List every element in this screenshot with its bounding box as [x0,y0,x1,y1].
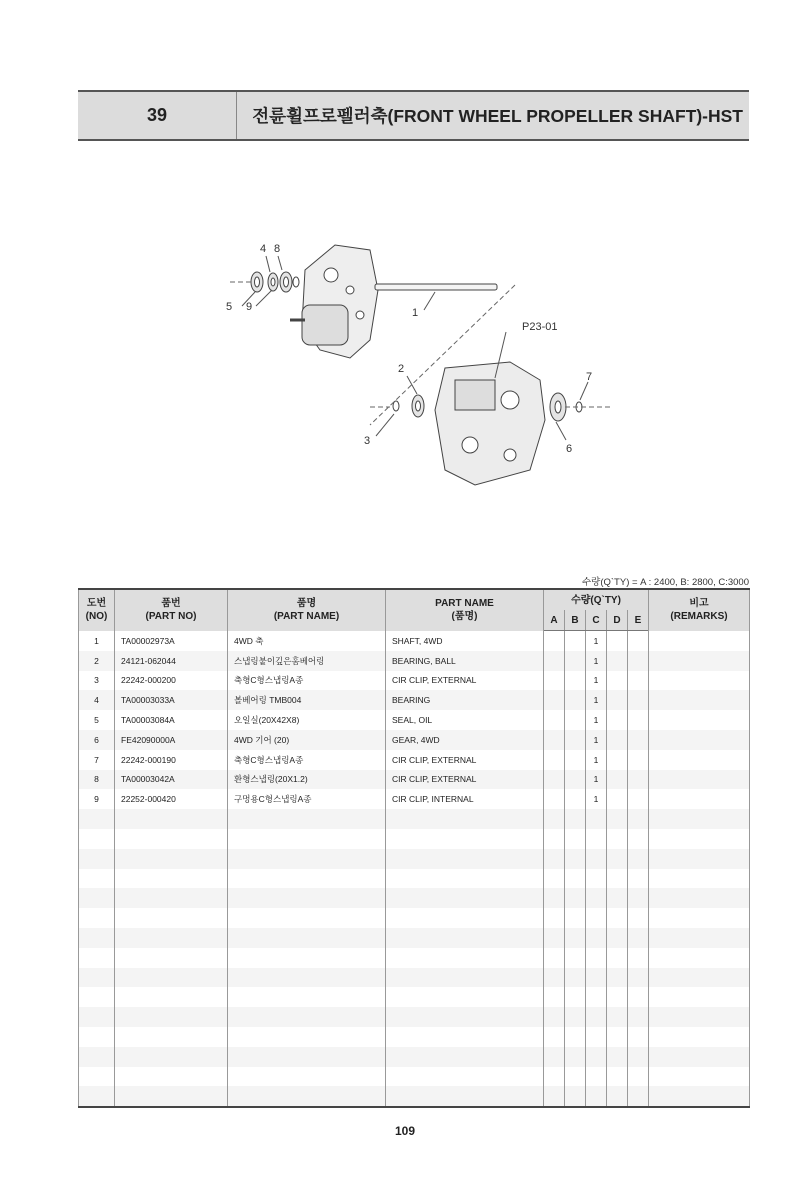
cell-part-no [115,849,228,869]
cell-remarks [649,987,750,1007]
cell-a [544,809,565,829]
cell-a [544,1047,565,1067]
callout-2: 2 [398,363,405,375]
cell-e [628,948,649,968]
cell-no [79,869,115,889]
cell-d [607,631,628,651]
header-qty-b: B [565,610,586,631]
callout-p23-01: P23-01 [522,321,558,333]
cell-name-kr [228,968,386,988]
cell-no [79,928,115,948]
cell-d [607,1086,628,1107]
cell-e [628,789,649,809]
cell-a [544,869,565,889]
cell-d [607,651,628,671]
cell-no [79,987,115,1007]
cell-name-en: BEARING [386,690,544,710]
cell-e [628,1086,649,1107]
header-remarks: 비고 (REMARKS) [649,589,750,631]
header-name-en: PART NAME (품명) [386,589,544,631]
cell-b [565,789,586,809]
cell-name-en [386,1047,544,1067]
cell-name-en: CIR CLIP, EXTERNAL [386,770,544,790]
cell-name-kr [228,987,386,1007]
header-qty-a: A [544,610,565,631]
cell-a [544,987,565,1007]
cell-e [628,690,649,710]
cell-remarks [649,1027,750,1047]
cell-name-kr [228,1086,386,1107]
cell-d [607,710,628,730]
cell-c [586,948,607,968]
cell-e [628,730,649,750]
cell-d [607,869,628,889]
cell-e [628,908,649,928]
cell-no: 1 [79,631,115,651]
cell-a [544,1067,565,1087]
cell-a [544,968,565,988]
cell-part-no [115,888,228,908]
cell-no: 3 [79,671,115,691]
cell-part-no [115,908,228,928]
cell-c [586,869,607,889]
table-row [79,750,750,770]
table-row [79,1067,750,1087]
cell-b [565,987,586,1007]
callout-1: 1 [412,307,419,319]
cell-e [628,750,649,770]
callout-3: 3 [364,435,371,447]
header-name-kr: 품명 (PART NAME) [228,589,386,631]
cell-remarks [649,928,750,948]
cell-name-en: SHAFT, 4WD [386,631,544,651]
cell-b [565,671,586,691]
cell-c [586,1027,607,1047]
cell-part-no: TA00003042A [115,770,228,790]
callout-8: 8 [274,243,281,255]
cell-c [586,968,607,988]
upper-housing-drawing [290,245,378,358]
cell-a [544,888,565,908]
cell-remarks [649,829,750,849]
cell-name-kr [228,869,386,889]
cell-remarks [649,690,750,710]
cell-name-kr: 스냅링붙이깊은홈베어링 [228,651,386,671]
cell-remarks [649,948,750,968]
cell-e [628,1007,649,1027]
cell-d [607,750,628,770]
table-row [79,770,750,790]
cell-name-kr: 볼베어링 TMB004 [228,690,386,710]
cell-name-kr: 4WD 축 [228,631,386,651]
cell-e [628,829,649,849]
table-row [79,908,750,928]
cell-a [544,690,565,710]
cell-no [79,809,115,829]
cell-a [544,1086,565,1107]
cell-e [628,651,649,671]
cell-part-no [115,987,228,1007]
table-row [79,809,750,829]
cell-d [607,908,628,928]
table-row [79,730,750,750]
cell-name-en: BEARING, BALL [386,651,544,671]
cell-d [607,789,628,809]
cell-part-no: 22252-000420 [115,789,228,809]
table-row [79,928,750,948]
cell-remarks [649,710,750,730]
cell-a [544,928,565,948]
cell-remarks [649,770,750,790]
cell-name-kr [228,1047,386,1067]
table-row [79,789,750,809]
table-row [79,1027,750,1047]
cell-name-en [386,928,544,948]
cell-e [628,1027,649,1047]
cell-b [565,1027,586,1047]
cell-part-no [115,869,228,889]
section-number: 39 [78,92,237,139]
cell-remarks [649,809,750,829]
cell-d [607,690,628,710]
cell-c [586,888,607,908]
cell-a [544,789,565,809]
cell-remarks [649,730,750,750]
table-row [79,1047,750,1067]
cell-b [565,869,586,889]
cell-d [607,809,628,829]
cell-c [586,987,607,1007]
cell-d [607,888,628,908]
cell-a [544,1027,565,1047]
cell-b [565,750,586,770]
gearbox-housing-drawing [435,362,545,485]
cell-remarks [649,1067,750,1087]
cell-name-kr [228,908,386,928]
cell-c [586,1086,607,1107]
cell-name-en: CIR CLIP, EXTERNAL [386,671,544,691]
cell-name-en [386,829,544,849]
header-qty-d: D [607,610,628,631]
cell-e [628,671,649,691]
cell-a [544,651,565,671]
cell-b [565,888,586,908]
cell-c: 1 [586,730,607,750]
cell-part-no: 24121-062044 [115,651,228,671]
cell-remarks [649,849,750,869]
cell-no: 6 [79,730,115,750]
table-row [79,829,750,849]
header-qty-c: C [586,610,607,631]
table-row [79,849,750,869]
cell-name-kr [228,1027,386,1047]
cell-name-en: SEAL, OIL [386,710,544,730]
cell-c: 1 [586,690,607,710]
cell-no [79,888,115,908]
cell-b [565,908,586,928]
callout-5: 5 [226,301,233,313]
cell-c [586,908,607,928]
cell-b [565,1007,586,1027]
cell-name-kr [228,1067,386,1087]
cell-part-no: TA00003084A [115,710,228,730]
cell-d [607,968,628,988]
callout-9: 9 [246,301,253,313]
cell-b [565,809,586,829]
cell-e [628,710,649,730]
cell-e [628,1047,649,1067]
cell-b [565,631,586,651]
cell-e [628,849,649,869]
cell-c: 1 [586,770,607,790]
cell-d [607,1067,628,1087]
cell-part-no [115,968,228,988]
cell-no [79,829,115,849]
cell-c [586,809,607,829]
table-row [79,968,750,988]
exploded-parts-diagram [210,230,630,500]
section-title: 전륜휠프로펠러축(FRONT WHEEL PROPELLER SHAFT)-HST [252,106,743,126]
cell-name-en: GEAR, 4WD [386,730,544,750]
cell-d [607,928,628,948]
cell-no [79,1027,115,1047]
cell-no: 4 [79,690,115,710]
cell-name-kr: 구멍용C형스냅링A종 [228,789,386,809]
cell-a [544,750,565,770]
cell-no [79,948,115,968]
cell-remarks [649,631,750,651]
cell-d [607,987,628,1007]
cell-name-en [386,987,544,1007]
cell-part-no [115,928,228,948]
quantity-note: 수량(Q`TY) = A : 2400, B: 2800, C:3000 [581,577,749,588]
cell-d [607,1047,628,1067]
cell-part-no: 22242-000200 [115,671,228,691]
cell-a [544,770,565,790]
header-qty: 수량(Q`TY) [544,589,649,610]
cell-part-no: TA00002973A [115,631,228,651]
cell-part-no [115,1027,228,1047]
cell-b [565,928,586,948]
cell-c: 1 [586,631,607,651]
cell-a [544,1007,565,1027]
cell-c [586,1007,607,1027]
cell-c [586,1047,607,1067]
cell-c [586,829,607,849]
cell-name-en: CIR CLIP, EXTERNAL [386,750,544,770]
cell-name-kr: 축형C형스냅링A종 [228,671,386,691]
cell-remarks [649,968,750,988]
cell-name-kr: 축형C형스냅링A종 [228,750,386,770]
table-row [79,888,750,908]
cell-e [628,987,649,1007]
page-number: 109 [394,1124,416,1138]
table-row [79,987,750,1007]
cell-name-kr: 4WD 기어 (20) [228,730,386,750]
cell-d [607,770,628,790]
cell-remarks [649,1047,750,1067]
cell-c [586,928,607,948]
cell-e [628,928,649,948]
table-row [79,690,750,710]
callout-6: 6 [566,443,573,455]
table-row [79,948,750,968]
cell-no: 9 [79,789,115,809]
cell-e [628,888,649,908]
cell-name-en [386,888,544,908]
cell-remarks [649,750,750,770]
cell-name-en [386,948,544,968]
cell-b [565,730,586,750]
cell-c: 1 [586,750,607,770]
cell-no: 7 [79,750,115,770]
cell-part-no [115,809,228,829]
cell-name-en [386,849,544,869]
cell-d [607,671,628,691]
cell-b [565,849,586,869]
header-no: 도번 (NO) [79,589,115,631]
cell-no [79,968,115,988]
cell-name-en [386,1067,544,1087]
cell-remarks [649,1086,750,1107]
callout-4: 4 [260,243,267,255]
cell-e [628,631,649,651]
cell-remarks [649,908,750,928]
cell-name-en [386,1027,544,1047]
parts-table [78,588,750,1108]
cell-d [607,1027,628,1047]
callout-7: 7 [586,371,593,383]
cell-no [79,1086,115,1107]
table-row [79,710,750,730]
cell-c [586,849,607,869]
cell-e [628,770,649,790]
cell-d [607,1007,628,1027]
cell-name-kr [228,829,386,849]
cell-part-no: 22242-000190 [115,750,228,770]
cell-name-en [386,1007,544,1027]
cell-part-no [115,1067,228,1087]
cell-a [544,829,565,849]
section-header [78,90,749,141]
cell-name-kr [228,849,386,869]
cell-remarks [649,869,750,889]
cell-no: 8 [79,770,115,790]
cell-name-kr [228,948,386,968]
cell-name-en [386,1086,544,1107]
cell-b [565,690,586,710]
cell-a [544,730,565,750]
table-row [79,631,750,651]
cell-no: 2 [79,651,115,671]
cell-b [565,1047,586,1067]
cell-name-en: CIR CLIP, INTERNAL [386,789,544,809]
cell-name-en [386,869,544,889]
table-row [79,1007,750,1027]
cell-name-kr: 오일실(20X42X8) [228,710,386,730]
cell-remarks [649,1007,750,1027]
cell-name-kr [228,928,386,948]
cell-c [586,1067,607,1087]
cell-a [544,671,565,691]
cell-name-en [386,968,544,988]
table-row [79,1086,750,1107]
cell-part-no [115,1086,228,1107]
cell-a [544,710,565,730]
shaft-drawing [375,284,497,290]
cell-no [79,849,115,869]
cell-no: 5 [79,710,115,730]
cell-b [565,1086,586,1107]
cell-b [565,651,586,671]
cell-c: 1 [586,671,607,691]
cell-name-en [386,908,544,928]
cell-name-kr [228,1007,386,1027]
header-part-no: 품번 (PART NO) [115,589,228,631]
cell-remarks [649,789,750,809]
cell-e [628,809,649,829]
cell-a [544,631,565,651]
cell-d [607,948,628,968]
cell-no [79,1007,115,1027]
cell-name-en [386,809,544,829]
cell-b [565,948,586,968]
cell-c: 1 [586,651,607,671]
cell-b [565,829,586,849]
cell-a [544,948,565,968]
table-row [79,651,750,671]
cell-e [628,1067,649,1087]
cell-part-no: FE42090000A [115,730,228,750]
cell-no [79,1067,115,1087]
cell-part-no [115,948,228,968]
cell-d [607,829,628,849]
cell-part-no [115,829,228,849]
cell-d [607,730,628,750]
cell-b [565,968,586,988]
cell-b [565,1067,586,1087]
seal-bearing-drawing [251,272,299,292]
cell-d [607,849,628,869]
cell-name-kr [228,888,386,908]
cell-no [79,908,115,928]
cell-c: 1 [586,710,607,730]
cell-remarks [649,651,750,671]
cell-no [79,1047,115,1067]
cell-a [544,908,565,928]
cell-b [565,710,586,730]
header-qty-e: E [628,610,649,631]
cell-c: 1 [586,789,607,809]
cell-name-kr [228,809,386,829]
cell-e [628,869,649,889]
table-row [79,869,750,889]
cell-part-no [115,1047,228,1067]
cell-remarks [649,671,750,691]
cell-part-no: TA00003033A [115,690,228,710]
table-row [79,671,750,691]
cell-a [544,849,565,869]
cell-remarks [649,888,750,908]
cell-e [628,968,649,988]
cell-part-no [115,1007,228,1027]
cell-name-kr: 환형스냅링(20X1.2) [228,770,386,790]
cell-b [565,770,586,790]
